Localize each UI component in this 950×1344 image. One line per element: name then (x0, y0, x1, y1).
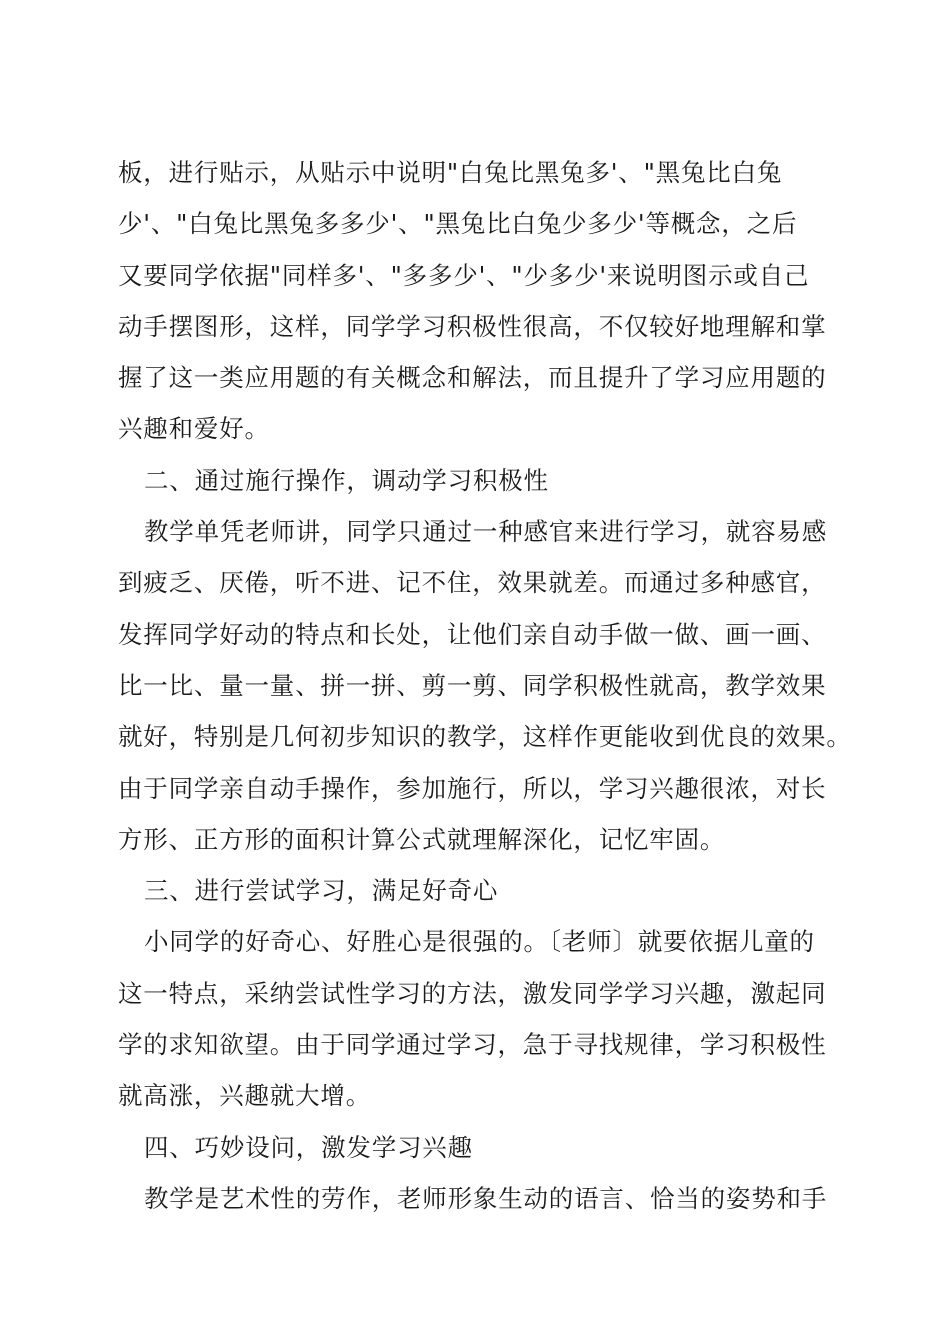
paragraph-line: 板，进行贴示，从贴示中说明"白兔比黑兔多'、"黑兔比白兔 (118, 158, 783, 187)
paragraph-line-indented: 二、通过施行操作，调动学习积极性 (144, 465, 549, 495)
paragraph-line: 比一比、量一量、拼一拼、剪一剪、同学积极性就高，教学效果 (118, 670, 827, 700)
paragraph-line: 这一特点，采纳尝试性学习的方法，激发同学学习兴趣，激起同 (118, 978, 827, 1008)
paragraph-line: 又要同学依据"同样多'、"多多少'、"少多少'来说明图示或自己 (118, 260, 810, 290)
paragraph-line-indented: 三、进行尝试学习，满足好奇心 (144, 876, 499, 906)
paragraph-line-indented: 教学是艺术性的劳作，老师形象生动的语言、恰当的姿势和手 (144, 1183, 828, 1213)
document-page (118, 147, 852, 1224)
paragraph-line: 就好，特别是几何初步知识的教学，这样作更能收到优良的效果。 (118, 722, 852, 752)
paragraph-line: 发挥同学好动的特点和长处，让他们亲自动手做一做、画一画、 (118, 619, 827, 649)
paragraph-line: 兴趣和爱好。 (118, 414, 270, 444)
paragraph-line: 到疲乏、厌倦，听不进、记不住，效果就差。而通过多种感官， (118, 568, 827, 598)
paragraph-line: 握了这一类应用题的有关概念和解法，而且提升了学习应用题的 (118, 363, 827, 393)
paragraph-line: 就高涨，兴趣就大增。 (118, 1081, 371, 1111)
paragraph-line: 动手摆图形，这样，同学学习积极性很高，不仅较好地理解和掌 (118, 311, 827, 341)
paragraph-line-indented: 教学单凭老师讲，同学只通过一种感官来进行学习，就容易感 (144, 517, 828, 547)
paragraph-line-indented: 小同学的好奇心、好胜心是很强的。〔老师〕就要依据儿童的 (144, 927, 815, 957)
paragraph-line: 少'、"白兔比黑兔多多少'、"黑兔比白兔少多少'等概念，之后 (118, 209, 798, 239)
paragraph-line: 由于同学亲自动手操作，参加施行，所以，学习兴趣很浓，对长 (118, 773, 827, 803)
paragraph-line-indented: 四、巧妙设问，激发学习兴趣 (144, 1132, 473, 1162)
paragraph-line: 学的求知欲望。由于同学通过学习，急于寻找规律，学习积极性 (118, 1030, 827, 1060)
paragraph-line: 方形、正方形的面积计算公式就理解深化，记忆牢固。 (118, 824, 726, 854)
